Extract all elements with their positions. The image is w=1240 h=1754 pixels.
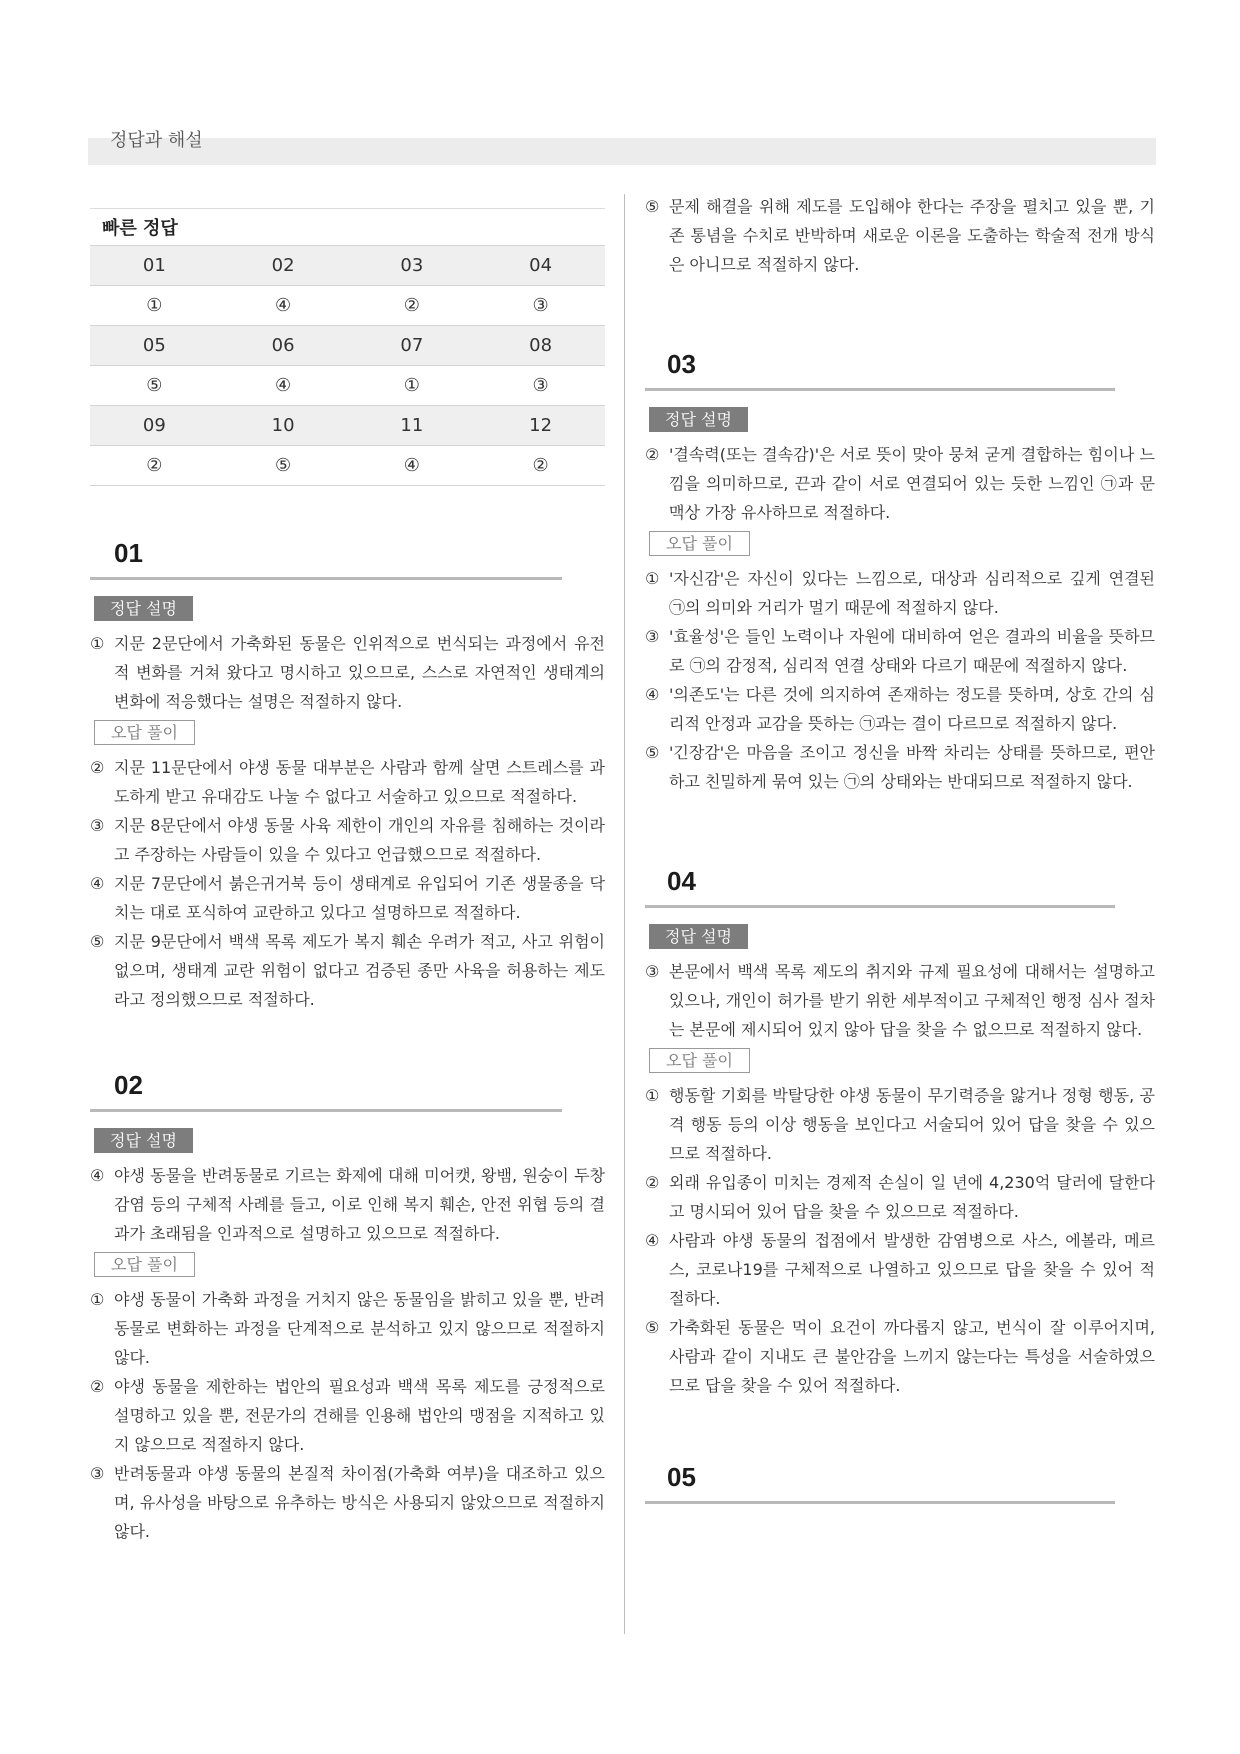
- explanation-item: [645, 564, 1155, 622]
- quick-answer-box: [90, 208, 605, 486]
- question-number: 11: [348, 406, 477, 446]
- choice-mark: ③: [90, 816, 105, 835]
- correct-explanation-label: 정답 설명: [94, 1128, 193, 1153]
- header-title: 정답과 해설: [110, 130, 203, 151]
- wrong-explanation-label: 오답 풀이: [649, 1048, 750, 1073]
- answer-choice: ⑤: [90, 366, 219, 406]
- explanation-text: '의존도'는 다른 것에 의지하여 존재하는 정도를 뜻하며, 상호 간의 심리적 안정과 교감을 뜻하는 ㉠과는 결이 다르므로 적절하지 않다.: [669, 685, 1155, 733]
- answer-choice: ②: [90, 446, 219, 486]
- explanation-text: '자신감'은 자신이 있다는 느낌으로, 대상과 심리적으로 깊게 연결된 ㉠의 의미와 거리가 멀기 때문에 적절하지 않다.: [669, 569, 1155, 617]
- question-number: 08: [476, 326, 605, 366]
- question-05-heading: 05: [645, 1462, 1115, 1504]
- question-number: 12: [476, 406, 605, 446]
- choice-mark: ②: [90, 758, 105, 777]
- answer-row: [90, 446, 605, 486]
- choice-mark: ④: [90, 1166, 105, 1185]
- choice-mark: ⑤: [90, 932, 105, 951]
- explanation-item: [90, 927, 605, 1014]
- explanation-text: 지문 8문단에서 야생 동물 사육 제한이 개인의 자유를 침해하는 것이라고 주장하는 사람들이 있을 수 있다고 언급했으므로 적절하다.: [114, 816, 605, 864]
- explanation-text: '결속력(또는 결속감)'은 서로 뜻이 맞아 뭉쳐 굳게 결합하는 힘이나 느낌을 의미하므로, 끈과 같이 서로 연결되어 있는 듯한 느낌인 ㉠과 문맥상 가장 유사하므로 적절하다.: [669, 445, 1155, 522]
- answer-row: [90, 366, 605, 406]
- choice-mark: ⑤: [645, 743, 660, 762]
- explanation-text: 반려동물과 야생 동물의 본질적 차이점(가축화 여부)을 대조하고 있으며, 유사성을 바탕으로 유추하는 방식은 사용되지 않았으므로 적절하지 않다.: [114, 1464, 605, 1541]
- answer-choice: ①: [90, 286, 219, 326]
- explanation-item: [645, 738, 1155, 796]
- correct-explanation-label: 정답 설명: [649, 924, 748, 949]
- explanation-item: [645, 1168, 1155, 1226]
- answer-choice: ⑤: [219, 446, 348, 486]
- explanation-text: 사람과 야생 동물의 접점에서 발생한 감염병으로 사스, 에볼라, 메르스, 코로나19를 구체적으로 나열하고 있으므로 답을 찾을 수 있어 적절하다.: [669, 1231, 1155, 1308]
- explanation-item: [645, 1313, 1155, 1400]
- explanation-text: 지문 7문단에서 붉은귀거북 등이 생태계로 유입되어 기존 생물종을 닥치는 대로 포식하여 교란하고 있다고 설명하므로 적절하다.: [114, 874, 605, 922]
- choice-mark: ②: [645, 445, 660, 464]
- explanation-item: [645, 192, 1155, 279]
- explanation-item: [90, 753, 605, 811]
- explanation-text: 가축화된 동물은 먹이 요건이 까다롭지 않고, 번식이 잘 이루어지며, 사람과 같이 지내도 큰 불안감을 느끼지 않는다는 특성을 서술하였으므로 답을 찾을 수 있어 적절하다.: [669, 1318, 1155, 1395]
- choice-mark: ④: [90, 874, 105, 893]
- left-column: [90, 192, 605, 1546]
- explanation-item: [645, 440, 1155, 527]
- explanation-item: [90, 1372, 605, 1459]
- question-number: 06: [219, 326, 348, 366]
- correct-explanation-label: 정답 설명: [94, 596, 193, 621]
- explanation-item: [645, 622, 1155, 680]
- answer-choice: ④: [348, 446, 477, 486]
- answer-choice: ②: [476, 446, 605, 486]
- column-divider: [624, 194, 625, 1634]
- explanation-item: [90, 1161, 605, 1248]
- choice-mark: ②: [90, 1377, 105, 1396]
- explanation-text: '효율성'은 들인 노력이나 자원에 대비하여 얻은 결과의 비율을 뜻하므로 ㉠의 감정적, 심리적 연결 상태와 다르기 때문에 적절하지 않다.: [669, 627, 1155, 675]
- explanation-text: 야생 동물을 제한하는 법안의 필요성과 백색 목록 제도를 긍정적으로 설명하고 있을 뿐, 전문가의 견해를 인용해 법안의 맹점을 지적하고 있지 않으므로 적절하지 않다.: [114, 1377, 605, 1454]
- answer-row: [90, 286, 605, 326]
- quick-answer-table: [90, 245, 605, 486]
- choice-mark: ③: [645, 627, 660, 646]
- question-number: 05: [90, 326, 219, 366]
- answer-choice: ④: [219, 286, 348, 326]
- explanation-item: [645, 680, 1155, 738]
- question-number: 10: [219, 406, 348, 446]
- choice-mark: ①: [90, 634, 105, 653]
- choice-mark: ①: [90, 1290, 105, 1309]
- explanation-item: [90, 869, 605, 927]
- explanation-item: [645, 1081, 1155, 1168]
- explanation-text: 행동할 기회를 박탈당한 야생 동물이 무기력증을 앓거나 정형 행동, 공격 행동 등의 이상 행동을 보인다고 서술되어 있어 답을 찾을 수 있으므로 적절하다.: [669, 1086, 1155, 1163]
- answer-choice: ④: [219, 366, 348, 406]
- answer-choice: ③: [476, 286, 605, 326]
- wrong-explanation-label: 오답 풀이: [94, 720, 195, 745]
- explanation-text: 문제 해결을 위해 제도를 도입해야 한다는 주장을 펼치고 있을 뿐, 기존 통념을 수치로 반박하며 새로운 이론을 도출하는 학술적 전개 방식은 아니므로 적절하지 않다.: [669, 197, 1155, 274]
- question-number: 07: [348, 326, 477, 366]
- explanation-item: [90, 811, 605, 869]
- explanation-item: [90, 1285, 605, 1372]
- answer-choice: ③: [476, 366, 605, 406]
- right-column: [645, 192, 1155, 1504]
- correct-explanation-label: 정답 설명: [649, 407, 748, 432]
- question-number: 01: [90, 246, 219, 286]
- choice-mark: ⑤: [645, 1318, 660, 1337]
- explanation-item: [90, 629, 605, 716]
- question-number: 04: [476, 246, 605, 286]
- choice-mark: ③: [645, 962, 660, 981]
- answer-number-row: [90, 406, 605, 446]
- explanation-item: [645, 1226, 1155, 1313]
- question-03-heading: 03: [645, 349, 1115, 391]
- answer-choice: ②: [348, 286, 477, 326]
- question-number: 02: [219, 246, 348, 286]
- wrong-explanation-label: 오답 풀이: [649, 531, 750, 556]
- choice-mark: ①: [645, 1086, 660, 1105]
- choice-mark: ⑤: [645, 197, 660, 216]
- explanation-text: 외래 유입종이 미치는 경제적 손실이 일 년에 4,230억 달러에 달한다고 명시되어 있어 답을 찾을 수 있으므로 적절하다.: [669, 1173, 1155, 1221]
- explanation-text: 야생 동물을 반려동물로 기르는 화제에 대해 미어캣, 왕뱀, 원숭이 두창 감염 등의 구체적 사례를 들고, 이로 인해 복지 훼손, 안전 위협 등의 결과가 초래됨을 인과적으로 설명하고 있으므로 적절하다.: [114, 1166, 605, 1243]
- question-number: 09: [90, 406, 219, 446]
- explanation-text: 본문에서 백색 목록 제도의 취지와 규제 필요성에 대해서는 설명하고 있으나, 개인이 허가를 받기 위한 세부적이고 구체적인 행정 심사 절차는 본문에 제시되어 있지 않아 답을 찾을 수 없으므로 적절하지 않다.: [669, 962, 1155, 1039]
- question-number: 03: [348, 246, 477, 286]
- question-01-heading: 01: [90, 538, 562, 580]
- page-header: [88, 130, 1156, 165]
- explanation-item: [90, 1459, 605, 1546]
- answer-number-row: [90, 326, 605, 366]
- explanation-text: 야생 동물이 가축화 과정을 거치지 않은 동물임을 밝히고 있을 뿐, 반려동물로 변화하는 과정을 단계적으로 분석하고 있지 않으므로 적절하지 않다.: [114, 1290, 605, 1367]
- answer-number-row: [90, 246, 605, 286]
- question-04-heading: 04: [645, 866, 1115, 908]
- explanation-text: 지문 9문단에서 백색 목록 제도가 복지 훼손 우려가 적고, 사고 위험이 없으며, 생태계 교란 위험이 없다고 검증된 종만 사육을 허용하는 제도라고 정의했으므로 적절하다.: [114, 932, 605, 1009]
- explanation-text: 지문 2문단에서 가축화된 동물은 인위적으로 번식되는 과정에서 유전적 변화를 거쳐 왔다고 명시하고 있으므로, 스스로 자연적인 생태계의 변화에 적응했다는 설명은 적절하지 않다.: [114, 634, 605, 711]
- quick-answer-title: 빠른 정답: [102, 218, 178, 239]
- question-02-heading: 02: [90, 1070, 562, 1112]
- choice-mark: ④: [645, 685, 660, 704]
- explanation-text: '긴장감'은 마음을 조이고 정신을 바짝 차리는 상태를 뜻하므로, 편안하고 친밀하게 묶여 있는 ㉠의 상태와는 반대되므로 적절하지 않다.: [669, 743, 1155, 791]
- choice-mark: ①: [645, 569, 660, 588]
- choice-mark: ④: [645, 1231, 660, 1250]
- answer-choice: ①: [348, 366, 477, 406]
- choice-mark: ②: [645, 1173, 660, 1192]
- explanation-item: [645, 957, 1155, 1044]
- choice-mark: ③: [90, 1464, 105, 1483]
- explanation-text: 지문 11문단에서 야생 동물 대부분은 사람과 함께 살면 스트레스를 과도하게 받고 유대감도 나눌 수 없다고 서술하고 있으므로 적절하다.: [114, 758, 605, 806]
- wrong-explanation-label: 오답 풀이: [94, 1252, 195, 1277]
